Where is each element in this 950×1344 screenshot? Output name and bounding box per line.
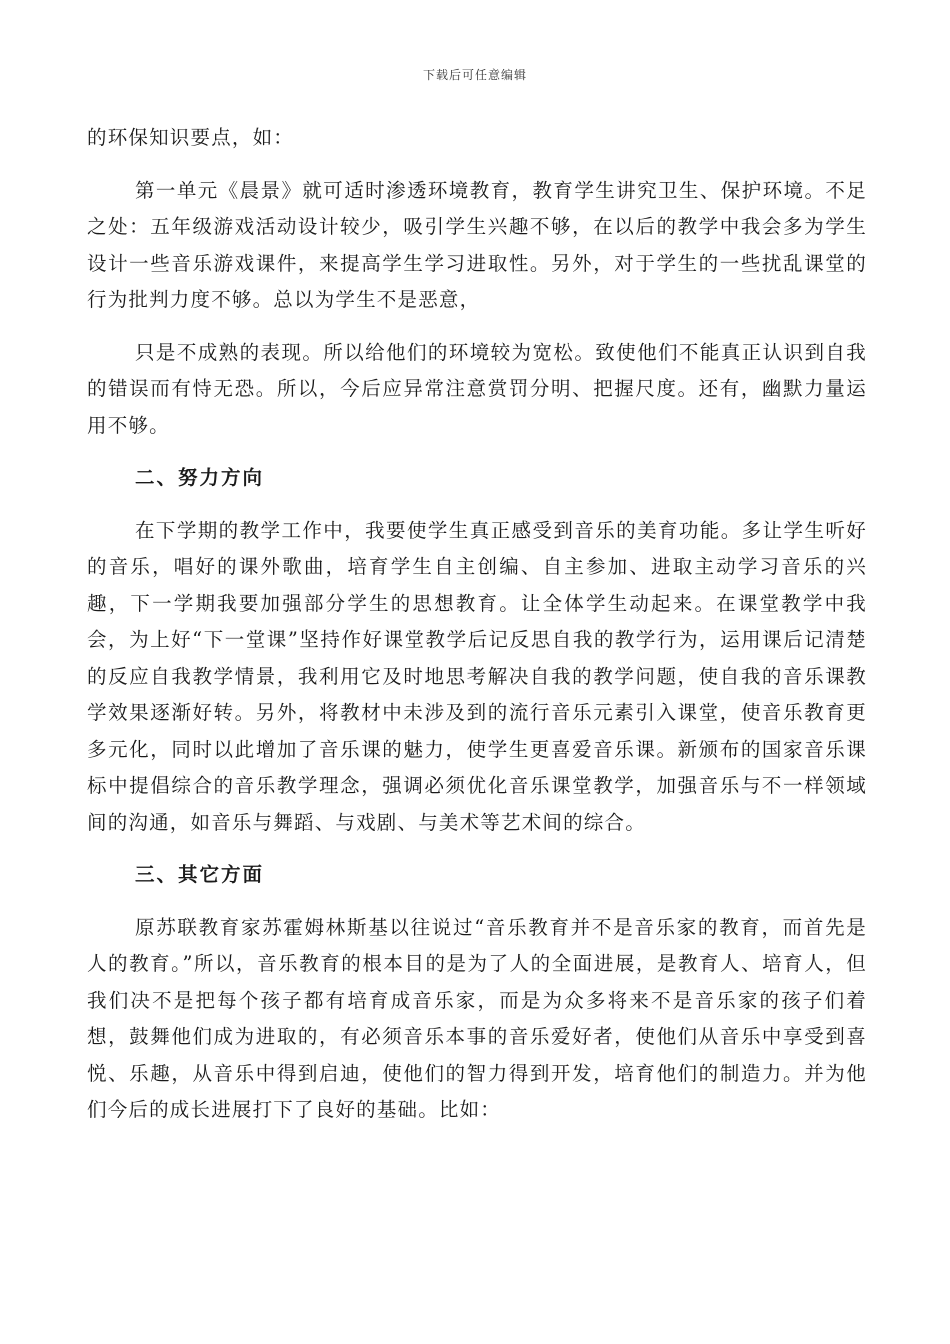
running-header: 下载后可任意编辑 — [422, 68, 527, 82]
paragraph-unit-one: 第一单元《晨景》就可适时渗透环境教育，教育学生讲究卫生、保护环境。不足之处：五年级游戏活动设计较少，吸引学生兴趣不够，在以后的教学中我会多为学生设计一些音乐游戏课件，来提高学生学习进取性。另外，对于学生的一些扰乱课堂的行为批判力度不够。总以为学生不是恶意， — [87, 178, 867, 311]
section-heading-other: 三、其它方面 — [135, 863, 265, 886]
paragraph-shortcomings: 只是不成熟的表现。所以给他们的环境较为宽松。致使他们不能真正认识到自我的错误而有恃无恐。所以，今后应异常注意赏罚分明、把握尺度。还有，幽默力量运用不够。 — [87, 340, 867, 437]
paragraph-other: 原苏联教育家苏霍姆林斯基以往说过“音乐教育并不是音乐家的教育，而首先是人的教育。”所以，音乐教育的根本目的是为了人的全面进展，是教育人、培育人，但我们决不是把每个孩子都有培育成音乐家，而是为众多将来不是音乐家的孩子们着想，鼓舞他们成为进取的，有必须音乐本事的音乐爱好者，使他们从音乐中享受到喜悦、乐趣，从音乐中得到启迪，使他们的智力得到开发，培育他们的制造力。并为他们今后的成长进展打下了良好的基础。比如： — [87, 915, 867, 1121]
section-heading-direction: 二、努力方向 — [135, 466, 265, 489]
document-body — [87, 120, 867, 1129]
paragraph-direction: 在下学期的教学工作中，我要使学生真正感受到音乐的美育功能。多让学生听好的音乐，唱好的课外歌曲，培育学生自主创编、自主参加、进取主动学习音乐的兴趣，下一学期我要加强部分学生的思想教育。让全体学生动起来。在课堂教学中我会，为上好“下一堂课”坚持作好课堂教学后记反思自我的教学行为，运用课后记清楚的反应自我教学情景，我利用它及时地思考解决自我的教学问题，使自我的音乐课教学效果逐渐好转。另外，将教材中未涉及到的流行音乐元素引入课堂，使音乐教育更多元化，同时以此增加了音乐课的魅力，使学生更喜爱音乐课。新颁布的国家音乐课标中提倡综合的音乐教学理念，强调必须优化音乐课堂教学，加强音乐与不一样领域间的沟通，如音乐与舞蹈、与戏剧、与美术等艺术间的综合。 — [87, 518, 867, 834]
paragraph-continuation: 的环保知识要点，如： — [87, 126, 295, 149]
